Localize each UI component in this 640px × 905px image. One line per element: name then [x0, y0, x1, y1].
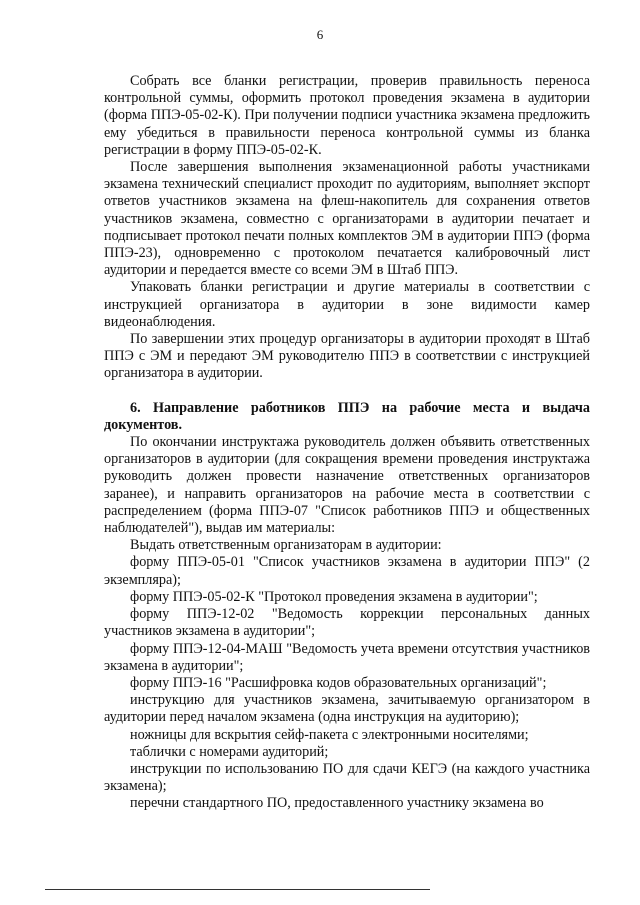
list-item: форму ППЭ-12-02 "Ведомость коррекции персональных данных участников экзамена в аудитории"; — [104, 606, 590, 640]
page-content — [104, 73, 590, 813]
list-item: форму ППЭ-05-02-К "Протокол проведения экзамена в аудитории"; — [130, 588, 538, 605]
paragraph: По завершении этих процедур организаторы в аудитории проходят в Штаб ППЭ с ЭМ и передают ЭМ руководителю ППЭ в соответствии с инструкцией организатора в аудитории. — [104, 331, 590, 382]
list-item: форму ППЭ-12-04-МАШ "Ведомость учета времени отсутствия участников экзамена в аудитории"; — [104, 640, 590, 674]
paragraph: Собрать все бланки регистрации, проверив правильность переноса контрольной суммы, оформить протокол проведения экзамена в аудитории (форма ППЭ-05-02-К). При получении подписи участника экзамена предложить ему убедиться в правильности переноса контрольной суммы из бланка регистрации в форму ППЭ-05-02-К. — [104, 73, 590, 158]
paragraph: По окончании инструктажа руководитель должен объявить ответственных организаторов в аудитории (для сокращения времени проведения инструктажа руководить должен провести назначение ответственных организаторов заранее), и направить организаторов на рабочие места в соответствии с распределением (форма ППЭ-07 "Список работников ППЭ и общественных наблюдателей"), выдав им материалы: — [104, 434, 590, 537]
list-item: форму ППЭ-16 "Расшифровка кодов образовательных организаций"; — [130, 674, 547, 691]
list-item: инструкцию для участников экзамена, зачитываемую организатором в аудитории перед началом экзамена (одна инструкция на аудиторию); — [104, 692, 590, 726]
page-number: 6 — [316, 27, 324, 42]
section-heading: 6. Направление работников ППЭ на рабочие места и выдача документов. — [104, 399, 590, 433]
paragraph: Упаковать бланки регистрации и другие материалы в соответствии с инструкцией организатора в аудитории в зоне видимости камер видеонаблюдения. — [104, 279, 590, 330]
paragraph: Выдать ответственным организаторам в аудитории: — [130, 537, 442, 554]
paragraph: После завершения выполнения экзаменационной работы участниками экзамена технический специалист проходит по аудиториям, выполняет экспорт ответов участников экзамена на флеш-накопитель для сохранения ответов участников экзамена, совместно с организаторами в аудитории печатает и подписывает протокол печати полных комплектов ЭМ в аудитории ППЭ (форма ППЭ-23), одновременно с протоколом печатается калибровочный лист аудитории и передается вместе со всеми ЭМ в Штаб ППЭ. — [104, 159, 590, 279]
list-item: форму ППЭ-05-01 "Список участников экзамена в аудитории ППЭ" (2 экземпляра); — [104, 554, 590, 588]
footnote-separator — [45, 889, 430, 890]
list-item: инструкции по использованию ПО для сдачи КЕГЭ (на каждого участника экзамена); — [104, 760, 590, 795]
list-item: перечни стандартного ПО, предоставленного участнику экзамена во — [130, 795, 544, 812]
list-item: ножницы для вскрытия сейф-пакета с электронными носителями; — [130, 726, 529, 743]
list-item: таблички с номерами аудиторий; — [130, 743, 329, 760]
spacer — [104, 383, 590, 400]
